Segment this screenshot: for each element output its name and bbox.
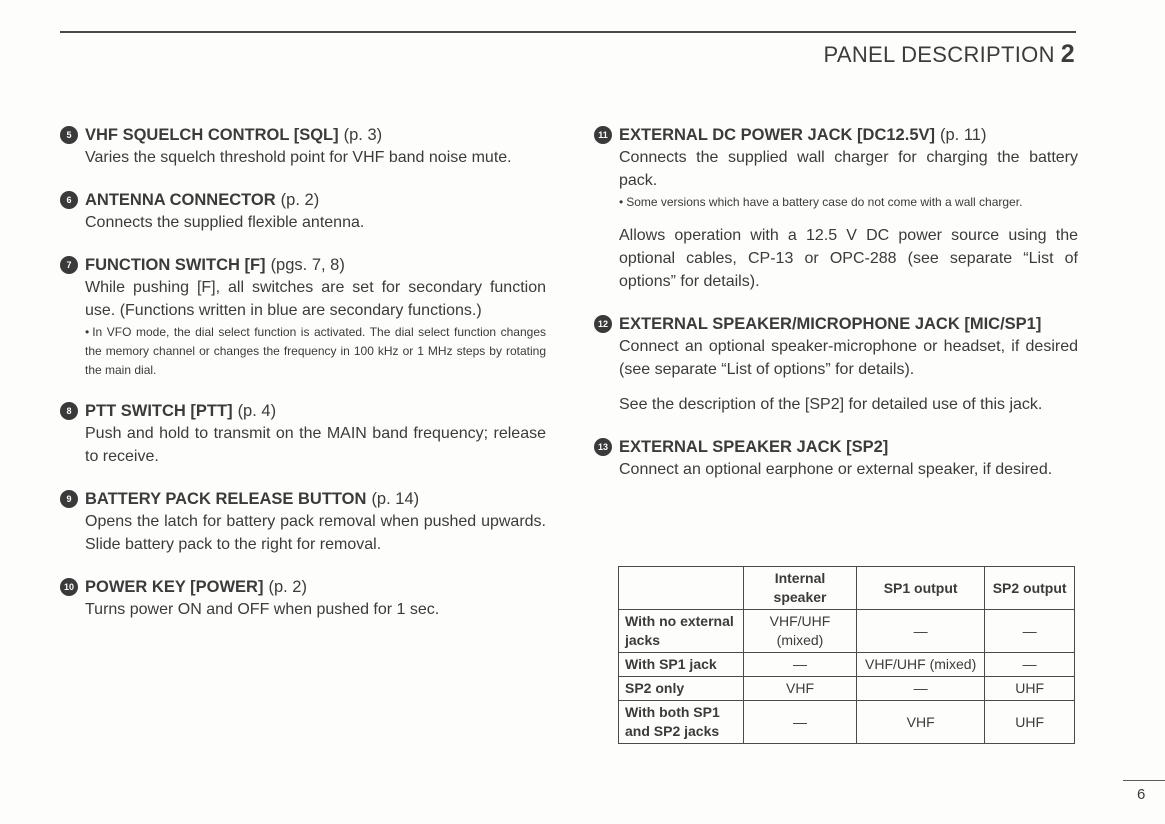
table-cell: —: [744, 653, 857, 677]
item-description: Connects the supplied wall charger for charging the battery pack.: [619, 149, 1078, 189]
table-header-cell: Internal speaker: [744, 567, 857, 610]
item-marker: 13: [594, 438, 612, 456]
page-ref: (p. 14): [371, 490, 420, 508]
item-ptt-switch: [60, 400, 546, 468]
item-description: Turns power ON and OFF when pushed for 1 sec.: [85, 601, 440, 618]
top-rule: [60, 31, 1076, 33]
item-description-2: Allows operation with a 12.5 V DC power source using the optional cables, CP-13 or OPC-288 (see separate “List of options” for details).: [619, 227, 1078, 290]
item-title: BATTERY PACK RELEASE BUTTON: [85, 490, 367, 508]
table-cell: VHF/UHF (mixed): [744, 610, 857, 653]
table-cell: VHF: [744, 677, 857, 701]
item-antenna-connector: [60, 189, 546, 234]
page-ref: (p. 2): [280, 191, 320, 209]
item-mic-sp1-jack: [594, 313, 1078, 416]
item-marker: 5: [60, 126, 78, 144]
table-header-cell: SP2 output: [985, 567, 1075, 610]
item-description: Connect an optional earphone or external speaker, if desired.: [619, 461, 1053, 478]
table-header-cell: SP1 output: [857, 567, 985, 610]
page-ref: (pgs. 7, 8): [270, 256, 345, 274]
table-cell: —: [857, 677, 985, 701]
item-title: FUNCTION SWITCH [F]: [85, 256, 266, 274]
item-title: EXTERNAL DC POWER JACK [DC12.5V]: [619, 126, 935, 144]
page-ref: (p. 3): [343, 126, 383, 144]
page-ref: (p. 11): [940, 126, 987, 144]
page-number: 6: [1137, 786, 1146, 803]
item-marker: 7: [60, 256, 78, 274]
page-ref: (p. 4): [237, 402, 277, 420]
table-row-header: With SP1 jack: [619, 653, 744, 677]
item-description: Connects the supplied flexible antenna.: [85, 214, 365, 231]
table-row-header: SP2 only: [619, 677, 744, 701]
table-cell: VHF: [857, 701, 985, 744]
table-cell: —: [857, 610, 985, 653]
item-battery-release: [60, 488, 546, 556]
table-cell: —: [744, 701, 857, 744]
table-cell: —: [985, 610, 1075, 653]
page-ref: (p. 2): [268, 578, 307, 596]
item-vhf-squelch: [60, 124, 546, 169]
left-column: [60, 124, 546, 641]
item-title: EXTERNAL SPEAKER/MICROPHONE JACK [MIC/SP1]: [619, 315, 1042, 333]
table-cell: —: [985, 653, 1075, 677]
chapter-number: 2: [1060, 40, 1075, 68]
item-power-key: [60, 576, 546, 621]
item-marker: 8: [60, 402, 78, 420]
bullet-icon: •: [85, 325, 90, 339]
item-marker: 6: [60, 191, 78, 209]
item-description: Connect an optional speaker-microphone or headset, if desired (see separate “List of options” for details).: [619, 338, 1078, 378]
right-column: [594, 124, 1078, 501]
item-description-2: See the description of the [SP2] for detailed use of this jack.: [619, 396, 1043, 413]
item-dc-power-jack: [594, 124, 1078, 293]
item-title: ANTENNA CONNECTOR: [85, 191, 276, 209]
table-cell: UHF: [985, 701, 1075, 744]
page-number-rule: [1123, 780, 1165, 781]
item-marker: 12: [594, 315, 612, 333]
item-marker: 10: [60, 578, 78, 596]
item-marker: 11: [594, 126, 612, 144]
note-text: In VFO mode, the dial select function is activated. The dial select function changes the memory channel or changes the frequency in 100 kHz or 1 MHz steps by rotating the main dial.: [85, 325, 546, 377]
table-row: [619, 610, 1075, 653]
item-function-switch: [60, 254, 546, 380]
item-description: Varies the squelch threshold point for VHF band noise mute.: [85, 149, 512, 166]
table-cell: VHF/UHF (mixed): [857, 653, 985, 677]
speaker-output-table: [618, 566, 1075, 744]
item-title: PTT SWITCH [PTT]: [85, 402, 233, 420]
table-header-row: [619, 567, 1075, 610]
item-title: EXTERNAL SPEAKER JACK [SP2]: [619, 438, 889, 456]
table-row-header: With no external jacks: [619, 610, 744, 653]
table-row: [619, 653, 1075, 677]
item-note: [619, 193, 1078, 212]
item-description: Opens the latch for battery pack removal when pushed upwards. Slide battery pack to the right for removal.: [85, 513, 546, 553]
item-marker: 9: [60, 490, 78, 508]
item-title: POWER KEY [POWER]: [85, 578, 264, 596]
item-description: Push and hold to transmit on the MAIN band frequency; release to receive.: [85, 425, 546, 465]
table-row: [619, 677, 1075, 701]
page-header: [824, 40, 1075, 69]
table-row: [619, 701, 1075, 744]
table-header-cell: [619, 567, 744, 610]
item-description: While pushing [F], all switches are set for secondary function use. (Functions written in blue are secondary functions.): [85, 279, 546, 319]
note-text: Some versions which have a battery case do not come with a wall charger.: [626, 195, 1023, 209]
bullet-icon: •: [619, 195, 624, 209]
item-sp2-jack: [594, 436, 1078, 481]
table-cell: UHF: [985, 677, 1075, 701]
header-title: PANEL DESCRIPTION: [823, 42, 1055, 67]
table-row-header: With both SP1 and SP2 jacks: [619, 701, 744, 744]
item-note: [85, 323, 546, 380]
item-title: VHF SQUELCH CONTROL [SQL]: [85, 126, 339, 144]
